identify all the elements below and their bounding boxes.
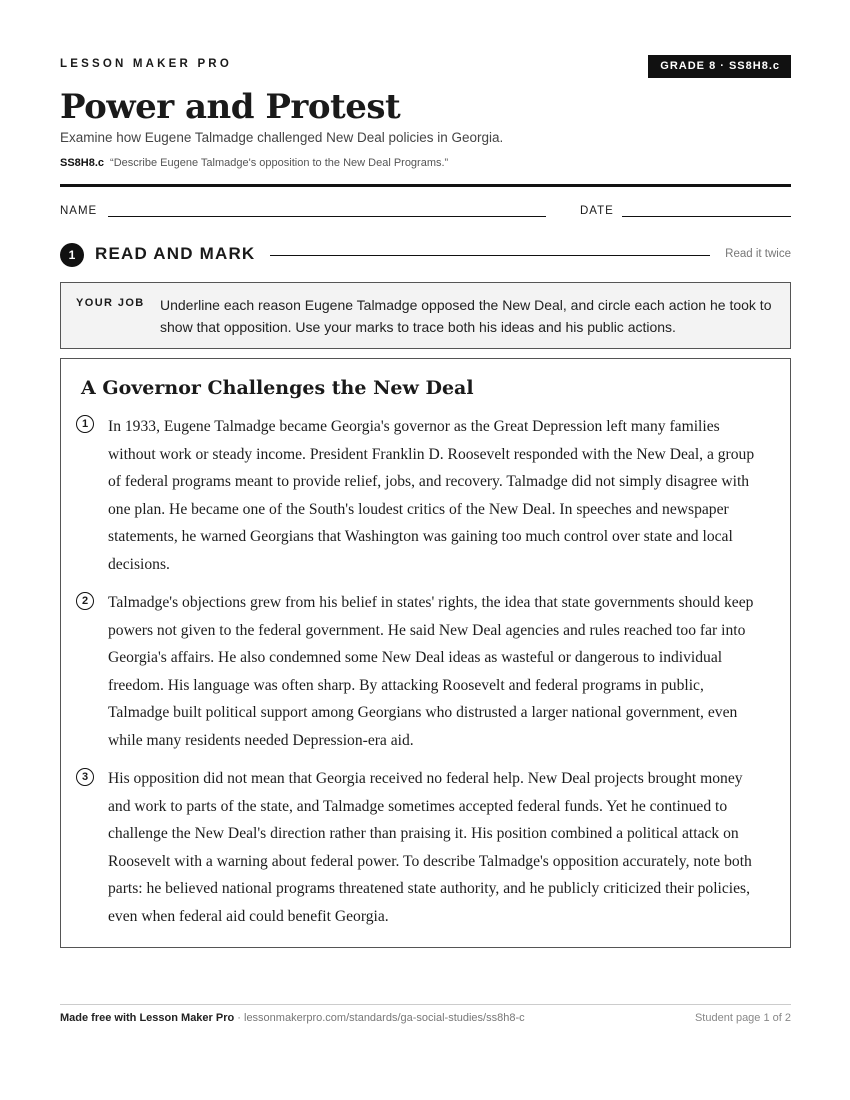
grade-badge: GRADE 8 · SS8H8.c — [648, 55, 791, 78]
section-number-badge: 1 — [60, 243, 84, 267]
paragraph-number-badge: 1 — [76, 415, 94, 433]
section-note: Read it twice — [725, 248, 791, 260]
header-divider — [60, 184, 791, 187]
paragraph-2: Talmadge's objections grew from his belief in states' rights, the idea that state governments should keep powers not given to the federal government. He said New Deal agencies and rules reached too far into Georgia's affairs. He also condemned some New Deal ideas as wasteful or dangerous to individual freedom. His language was often sharp. By attacking Roosevelt and federal programs in public, Talmadge built political support among Georgians who distrusted a larger national government, even while many residents needed Depression-era aid. — [108, 594, 754, 749]
worksheet-page — [60, 0, 791, 1100]
page-title: Power and Protest — [60, 87, 401, 127]
footer-made-with: Made free with Lesson Maker Pro — [60, 1012, 235, 1024]
reading-title: A Governor Challenges the New Deal — [81, 377, 474, 399]
standard-line — [60, 157, 448, 169]
name-field[interactable] — [108, 216, 546, 217]
section-divider — [270, 255, 710, 256]
name-label: NAME — [60, 205, 98, 217]
standard-text: “Describe Eugene Talmadge's opposition to the New Deal Programs.” — [110, 157, 449, 169]
footer-divider — [60, 1004, 791, 1005]
job-instructions-box — [60, 282, 791, 349]
paragraph-number-badge: 2 — [76, 592, 94, 610]
date-label: DATE — [580, 205, 614, 217]
footer-page-number: Student page 1 of 2 — [694, 1012, 791, 1024]
paragraph-number-badge: 3 — [76, 768, 94, 786]
job-label: YOUR JOB — [76, 297, 145, 309]
page-subtitle: Examine how Eugene Talmadge challenged New Deal policies in Georgia. — [60, 130, 504, 145]
footer-credit — [60, 1012, 525, 1024]
brand-name: LESSON MAKER PRO — [60, 58, 232, 70]
job-text: Underline each reason Eugene Talmadge opposed the New Deal, and circle each action he took to show that opposition. Use your marks to trace both his ideas and his public actions. — [160, 297, 772, 335]
footer-url[interactable]: · lessonmakerpro.com/standards/ga-social-studies/ss8h8-c — [234, 1012, 525, 1024]
paragraph-1: In 1933, Eugene Talmadge became Georgia's governor as the Great Depression left many families without work or steady income. President Franklin D. Roosevelt responded with the New Deal, a group of federal programs meant to provide relief, jobs, and recovery. Talmadge did not simply disagree with one plan. He became one of the South's loudest critics of the New Deal. In speeches and newspaper statements, he warned Georgians that Washington was gaining too much control over state and local decisions. — [108, 418, 755, 573]
paragraph-3: His opposition did not mean that Georgia received no federal help. New Deal projects brought money and work to parts of the state, and Talmadge sometimes accepted federal funds. Yet he continued to challenge the New Deal's direction rather than praising it. His position combined a political attack on Roosevelt with a warning about federal power. To describe Talmadge's opposition accurately, note both parts: he believed national programs threatened state authority, and he publicly criticized their policies, even when federal aid could benefit Georgia. — [108, 770, 752, 925]
standard-code: SS8H8.c — [60, 157, 105, 169]
section-title: READ AND MARK — [95, 244, 256, 263]
reading-passage — [60, 358, 791, 948]
date-field[interactable] — [622, 216, 791, 217]
